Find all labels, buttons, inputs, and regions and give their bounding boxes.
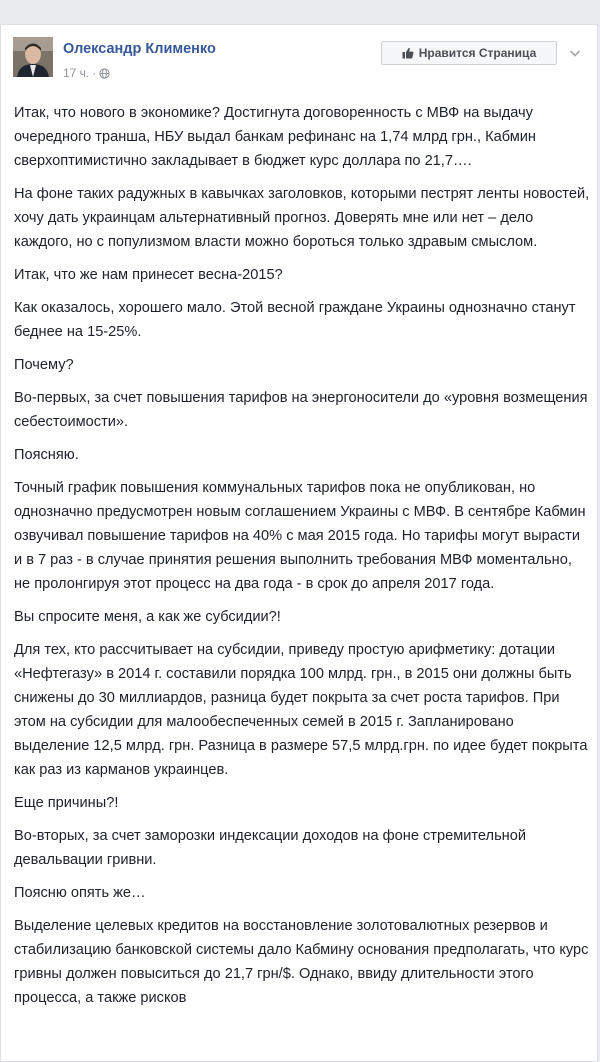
author-name[interactable]: Олександр Клименко <box>63 41 216 57</box>
post-body <box>14 101 590 1019</box>
thumbs-up-icon <box>402 47 414 59</box>
post-paragraph: Итак, что же нам принесет весна-2015? <box>14 267 283 283</box>
post-paragraph: Во-вторых, за счет заморозки индексации доходов на фоне стремительной девальвации гривни. <box>14 828 527 868</box>
post-card <box>0 24 598 1062</box>
like-page-label: Нравится Страница <box>418 46 537 60</box>
avatar[interactable] <box>13 37 53 77</box>
like-page-button[interactable] <box>381 41 557 65</box>
post-header <box>1 25 597 89</box>
post-paragraph: Во-первых, за счет повышения тарифов на энергоносители до «уровня возмещения себестоимости». <box>14 390 588 430</box>
post-paragraph: Почему? <box>14 357 74 373</box>
post-paragraph: Еще причины?! <box>14 795 119 811</box>
post-paragraph: Итак, что нового в экономике? Достигнута договоренность с МВФ на выдачу очередного транша, НБУ выдал банкам рефинанс на 1,74 млрд грн., Кабмин сверхоптимистично закладывает в бюджет курс доллара по 21,7…. <box>14 105 536 169</box>
post-paragraph: На фоне таких радужных в кавычках заголовков, которыми пестрят ленты новостей, хочу дать украинцам альтернативный прогноз. Доверять мне или нет – дело каждого, но с популизмом власти можно бороться только здравым смыслом. <box>14 186 590 250</box>
avatar-photo <box>13 37 53 77</box>
post-paragraph: Точный график повышения коммунальных тарифов пока не опубликован, но однозначно предусмотрен новым соглашением Украины с МВФ. В сентябре Кабмин озвучивал повышение тарифов на 40% с мая 2015 года. Но тарифы могут вырасти и в 7 раз - в случае принятия решения выполнить требования МВФ моментально, не пролонгируя этот процесс на два года - в срок до апреля 2017 года. <box>14 480 586 592</box>
post-paragraph: Вы спросите меня, а как же субсидии?! <box>14 609 281 625</box>
post-timestamp[interactable]: 17 ч. · <box>63 66 110 80</box>
post-paragraph: Как оказалось, хорошего мало. Этой весной граждане Украины однозначно станут беднее на 15-25%. <box>14 300 576 340</box>
post-paragraph: Для тех, кто рассчитывает на субсидии, приведу простую арифметику: дотации «Нефтегазу» в 2014 г. составили порядка 100 млрд. грн., в 2015 они должны быть снижены до 30 миллиардов, разница будет покрыта за счет роста тарифов. При этом на субсидии для малообеспеченных семей в 2015 г. Запланировано выделение 12,5 млрд. грн. Разница в размере 57,5 млрд.грн. по идее будет покрыта как раз из карманов украинцев. <box>14 642 588 778</box>
chevron-down-icon[interactable] <box>567 45 583 61</box>
post-paragraph: Выделение целевых кредитов на восстановление золотовалютных резервов и стабилизацию банковской системы дало Кабмину основания предполагать, что курс гривны должен повыситься до 21,7 грн/$. Однако, ввиду длительности этого процесса, а также рисков <box>14 918 589 1006</box>
post-paragraph: Поясняю. <box>14 447 79 463</box>
post-paragraph: Поясню опять же… <box>14 885 146 901</box>
timestamp-text[interactable]: 17 ч. <box>63 66 90 80</box>
globe-icon <box>99 68 110 79</box>
